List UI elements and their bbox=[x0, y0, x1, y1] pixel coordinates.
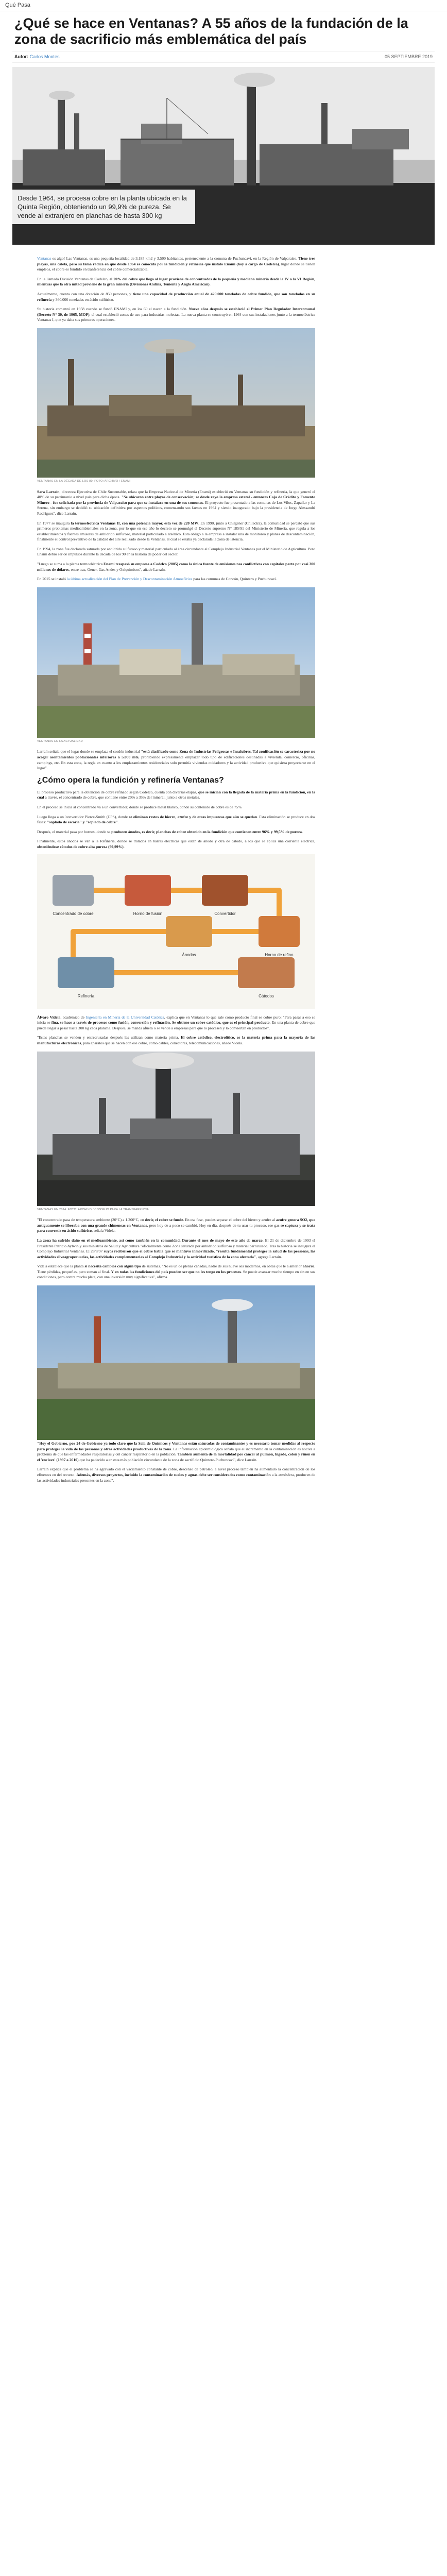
text-run: . En esa fase, puedes separar el cobre del hierro y azufre al bbox=[183, 1217, 277, 1223]
bold-run: Álvaro Videla bbox=[37, 1014, 61, 1020]
text-run: "El concentrado pasa de temperatura ambiente (20°C) a 1.200°C, en bbox=[37, 1217, 145, 1223]
text-run: . bbox=[302, 829, 303, 834]
bold-run: Además, diversos proyectos, incluido la contaminación de suelos y aguas debe ser considerados como contaminación bbox=[76, 1472, 271, 1478]
paragraph bbox=[37, 839, 315, 850]
bold-run: es necesario tomar medidas al respecto bbox=[249, 1441, 316, 1446]
process-diagram-illustration bbox=[37, 854, 315, 1009]
process-diagram bbox=[37, 854, 315, 1009]
article-column bbox=[12, 11, 435, 1483]
photo-2014 bbox=[37, 1052, 315, 1206]
bold-run: se eliminan restos de hierro, azufre y de otras impurezas que aún se quedan bbox=[129, 814, 257, 819]
paragraph bbox=[37, 562, 315, 572]
diagram-label: Horno de fusión bbox=[133, 911, 163, 916]
bold-run: tiene una capacidad de producción anual de 420.000 toneladas de cobre fundido, que son tonelados en su refinería bbox=[37, 291, 316, 302]
text-run: , explica que en Ventanas lo que sale como producto final es cobre puro: bbox=[164, 1014, 283, 1020]
text-run: En 2015 se instaló bbox=[37, 577, 67, 582]
bold-run: para proteger la vida de las personas y otras actividades productivas de la zona bbox=[37, 1446, 171, 1451]
paragraph bbox=[37, 577, 315, 582]
text-run: . El 21 de diciembre de 1993 el Presidente Patricio Aylwin y sus ministros de Salud y Agricultura bbox=[37, 1238, 315, 1248]
text-run: , directora Ejecutiva de Chile Sustentable, relata que la Empresa Nacional de Minería (Enami) estableció en Ventanas su fundición y refinería, la que generó el 40% de su patrimonio a nivel país para dicha época. bbox=[37, 489, 315, 500]
byline bbox=[12, 52, 435, 63]
bold-run: "está clasificado como Zona de Industrias Peligrosas e Insalubres. Tal zonificación se caracteriza por no acoger asentamientos poblacionales inferiores a 5.000 mts bbox=[37, 749, 316, 760]
text-run: de sistemas. "No es un de plenas cañadas, nadie de sus nueve ses modernos, en obras que le a anterior bbox=[141, 1264, 303, 1269]
bold-run: azufre genera SO2, que antiguamente se liberaba con una grande chimeneas en Ventanas bbox=[37, 1217, 315, 1228]
paragraph bbox=[37, 1441, 315, 1463]
text-run: En 1977 se inaugura bbox=[37, 520, 71, 526]
text-run: , señala Videla. bbox=[92, 1228, 116, 1233]
bold-run: si necesita cambios con algún tipo bbox=[84, 1264, 141, 1269]
hero-caption: Desde 1964, se procesa cobre en la planta ubicada en la Quinta Región, obteniendo un 99,9% de pureza. Se vende al extranjero en planchas de hasta 300 kg bbox=[12, 190, 195, 224]
article-title: ¿Qué se hace en Ventanas? A 55 años de la fundación de la zona de sacrificio más emblemática del país bbox=[14, 15, 408, 47]
bold-run: Tiene tres playas, una caleta, pero su fama radica en que desde 1964 es conocida por la fundición y refinería que instaló Enami (hoy a cargo de Codelco) bbox=[37, 256, 315, 266]
bold-run: ahorro bbox=[302, 1264, 315, 1269]
section-heading: ¿Cómo opera la fundición y refinería Ventanas? bbox=[37, 775, 224, 785]
paragraph bbox=[37, 1238, 315, 1260]
paragraph bbox=[37, 1217, 315, 1234]
text-run: . Se puede avanzar mucho tiempo en sin en sus condiciones, pero contra mucha plata, con una inversión muy significativa", afirma. bbox=[37, 1269, 315, 1280]
article-body bbox=[37, 256, 315, 1483]
text-run: El proceso productivo para la obtención de cobre refinado según Codelco, cuenta con diversas etapas, bbox=[37, 789, 198, 794]
inline-link[interactable]: Ventanas bbox=[37, 256, 51, 261]
author-line bbox=[14, 54, 60, 59]
bold-run: por 24 de Gobierno ya bbox=[69, 1441, 109, 1446]
paragraph bbox=[37, 749, 315, 771]
diagram-label: Horno de refino bbox=[265, 952, 294, 957]
photo-caption: VENTANAS EN LA DÉCADA DE LOS 80. FOTO: ARCHIVO / ENAMI bbox=[37, 479, 131, 483]
text-run: , agrega Larraín. bbox=[256, 1254, 282, 1259]
bold-run: obteniéndose cátodos de cobre alta pureza (99,99%) bbox=[37, 844, 124, 849]
text-run: . Esta eliminación se produce en dos fases: bbox=[37, 814, 315, 825]
bold-run: El cobre catódico, electrolítico, es la materia prima para la mayoría de las manufacturas electrónicas bbox=[37, 1035, 315, 1045]
text-run: "Para pasar a eso se inicia se bbox=[37, 1014, 315, 1025]
photo-current bbox=[37, 587, 315, 738]
author-label: Autor: bbox=[14, 54, 28, 59]
bold-run: Y en todas las fundiciones del país pueden ser que no les tengo en los procesos bbox=[111, 1269, 241, 1274]
text-run: En la llamada División Ventanas de Codelco, bbox=[37, 276, 110, 281]
text-run: , académico de bbox=[60, 1014, 86, 1020]
text-run: a través, el concentrado de cobre, que contiene entre 20% a 35% del mineral, junto a otros metales. bbox=[44, 795, 200, 800]
diagram-label: Ánodos bbox=[182, 952, 196, 957]
bold-run: decir, el cobre se funde bbox=[145, 1217, 183, 1223]
photo-current-illustration bbox=[37, 587, 315, 738]
paragraph: En el proceso se inicia al concentrado va a un convertidor, donde se produce metal blanco, donde su contenido de cobre es de 75%. bbox=[37, 805, 243, 809]
photo-2014-illustration bbox=[37, 1052, 315, 1206]
text-run: es algo! Las Ventanas, es una pequeña localidad de 3.185 km2 y 3.500 habitantes, perteneciente a la comuna de Puchuncaví, en la Región de Valparaíso. bbox=[51, 256, 299, 261]
photo-caption: VENTANAS EN 2014. FOTO: ARCHIVO / CONSEJO PARA LA TRANSPARENCIA bbox=[37, 1208, 149, 1211]
bold-run: se captura y se trata para convertir en ácido sulfúrico bbox=[37, 1223, 316, 1233]
bold-run: "Se ubicaron entre playas de conservación; se desde rayo la empresa estatal - entonces Caja de Crédito y Fomento Minero - fue solicitada por la provincia de Valparaíso para que se instalara en una de sus comunas bbox=[37, 495, 315, 505]
text-run: para las comunas de Concón, Quintero y Puchuncaví. bbox=[192, 577, 277, 582]
text-run: . bbox=[209, 282, 211, 287]
bold-run: que se inician con la llegada de la materia prima en la fundición, en la cual bbox=[37, 789, 315, 800]
photo-coast-illustration bbox=[37, 1285, 315, 1440]
text-run: de bbox=[245, 1238, 252, 1243]
diagram-label: Concentrado de cobre bbox=[53, 911, 94, 916]
diagram-label: Cátodos bbox=[259, 993, 274, 998]
text-run: , prohibiendo expresamente emplazar todo tipo de edificaciones destinadas a vivienda, comercio, oficinas, campings, etc. En esta zona, la regla en cuanto a los emplazamientos residenciales solo permitía viviendas cuidadores y la actividad productiva que quisiera proyectarse en el lugar". bbox=[37, 755, 315, 771]
site-top-bar bbox=[0, 0, 447, 11]
hero-image bbox=[12, 67, 435, 245]
paragraph bbox=[37, 829, 315, 835]
text-run: . Tiene pérdidas, pequeñas, pero suman al final. bbox=[37, 1264, 315, 1274]
bold-run: fina, se hace a través de procesos como fusión, conversión y refinación. Se obtiene un cobre catódico, que es el principal producto bbox=[51, 1020, 270, 1025]
text-run: . En 1990, junto a Chilgener (Chilectra), la comunidad se percató que sus primeros problemas medioambientales en la zona, por lo que en ese año lo decreto se promulgó el Decreto supremo N° 185/91 del Ministerio de Minería, que regula a los establecimientos y fuentes emisoras de anhídrido sulfuroso, material particulado a arsénico. Esta obligó a la empresa a instalar una de monitoreo y planes de descontaminación, finalmente el control preventivo de la calidad del aire realizado desde la Ventanas, el cual se estaba ya declarada la zona de latencia. bbox=[37, 520, 316, 542]
paragraph bbox=[37, 277, 315, 287]
bold-run: suyos recibieron que el cobre había que se mantuvo inmovilizado, "resulta fundamental proteger la salud de las personas, las actividades silvoagropecuarias, las actividades complementarias al Complejo Industrial y la actividad turística de la zona afectada" bbox=[37, 1249, 315, 1259]
diagram-label: Refinería bbox=[77, 993, 95, 998]
text-run: "Estas planchas se venden y entrecruzadas después las utilizan como materia prima. bbox=[37, 1035, 181, 1040]
bold-run: la termoeléctrica Ventanas II, con una potencia mayor, esta vez de 220 MW bbox=[71, 520, 199, 526]
bold-run: "soplado de escoria" y "soplado de cobre" bbox=[47, 820, 118, 825]
paragraph bbox=[37, 489, 315, 517]
text-run: y 360.000 toneladas en ácido sulfúrico. bbox=[51, 297, 114, 302]
text-run: , pero hoy de a poco se cambió. Hoy en día, después de tu usar tu proceso, ese gas bbox=[147, 1223, 281, 1228]
text-run: , entre tras, Gener, Gas Andes y Oxiquímicos", añade Larraín. bbox=[68, 567, 166, 572]
text-run: . En una planta de cobre que puede llegar a pesar hasta 300 kg cada plancha. Después, se manda afuera o se vende a empresas para que lo procesen y lo conviertan en productos". bbox=[37, 1020, 315, 1030]
author-name-link[interactable]: Carlos Montes bbox=[29, 54, 60, 59]
article-date: 05 SEPTIEMBRE 2019 bbox=[384, 54, 433, 59]
text-run: . bbox=[123, 844, 125, 849]
paragraph bbox=[37, 256, 315, 273]
bold-run: Enami traspasó su empresa a Codelco (2005) como la única fuente de emisiones nas conflictivos con capitales parte por casi 300 millones de dólares bbox=[37, 562, 316, 572]
paragraph bbox=[37, 1015, 315, 1031]
paragraph bbox=[37, 307, 315, 323]
photo-coast bbox=[37, 1285, 315, 1440]
bold-run: producen ánodos, es decir, planchas de cobre obtenido en la fundición que contienen entre 96% y 99,5% de pureza bbox=[111, 829, 302, 834]
paragraph bbox=[37, 521, 315, 543]
paragraph: En 1994, la zona fue declarada saturada por anhídrido sulfuroso y material particulado al área circundante al Complejo Industrial Ventanas por el Ministerio de Agricultura. Pero Enami debió ser de impulsos durante la década de los 90 en la historia de poder del sector. bbox=[37, 546, 315, 557]
text-run: Larraín explica que el problema se ha agravado con el vaciamiento constante de cobre, descenso de petróleo, a nivel proceso también ha aumentado la concentración de los efluentes en del recurso. bbox=[37, 1467, 315, 1478]
bold-run: todo claro bbox=[109, 1441, 126, 1446]
text-run: Videla establece que la planta bbox=[37, 1264, 85, 1269]
paragraph bbox=[37, 1467, 315, 1483]
bold-run: Durante el mes de mayo de este año bbox=[182, 1238, 246, 1243]
paragraph bbox=[37, 292, 315, 302]
text-run: . El proyecto fue presentado a las comunas de Los Vilos, Zapallar y La Serena, sin embargo se decidió su ubicación definitiva por aspectos políticos, comenzando sus faenas en 1964 y siendo inaugurado bajo la presidencia de Jorge Alessandri Rodríguez", dice Larraín. bbox=[37, 500, 316, 516]
text-run: . bbox=[118, 820, 119, 825]
text-run: . La información epidemiológica señala que el incremento en la contaminación es nociva a problema de que las enfermedades respiratorias y del cáncer respiratorio en la población. bbox=[37, 1446, 315, 1457]
text-run: Su historia comenzó en 1958 cuando se fundó ENAMI y, en los 60 el nacen a la fundición. bbox=[37, 307, 189, 312]
paragraph bbox=[37, 815, 315, 825]
bold-run: También aumenta de la mortalidad por cáncer al pulmón, hígado, colon y riñón en el 'enclave' (1997 a 2010) bbox=[37, 1452, 315, 1462]
text-run: , lugar donde se tienen empleos, el cobre es fundido en tranferencia del cobre comercializable. bbox=[37, 261, 315, 272]
inline-link[interactable]: la última actualización del Plan de Prevención y Descontaminación Atmosférica bbox=[66, 577, 193, 582]
text-run: Larraín señala que el lugar donde se emplaza el cordón industrial bbox=[37, 749, 141, 754]
bold-run: "Hoy el Gobierno, bbox=[37, 1441, 70, 1446]
paragraph bbox=[37, 790, 315, 801]
diagram-label: Convertidor bbox=[214, 911, 236, 916]
photo-1980s-illustration bbox=[37, 328, 315, 478]
paragraph bbox=[37, 1035, 315, 1046]
bold-run: La zona ha sufrido daño en el medioambiente, así como también en la comunidad. bbox=[37, 1238, 182, 1243]
text-run: Luego llega a un 'convertidor Pierce-Smith (CPS), donde bbox=[37, 814, 129, 819]
text-run: Actualmente, cuenta con una dotación de 850 personas, y bbox=[37, 291, 133, 296]
bold-run: Nueve años después se estableció el Primer Plan Regulador Intercomunal (Decreto N° 30, de 1965, MOP) bbox=[37, 307, 315, 317]
text-run: , para aparatos que se hacen con ese cobre, como cables, conectores, telecomunicaciones, añade Videla. bbox=[81, 1040, 243, 1045]
bold-run: que la Sala de Químicos y Ventanas están saturadas de contaminantes y bbox=[126, 1441, 250, 1446]
bold-run: marzo bbox=[252, 1238, 263, 1243]
text-run: "oficialmente como Zona saturada por anhídrido sulfuroso y material particulado. Tras la historia se inaugura el Complejo Industrial Ventanas. El 28/8/97 bbox=[37, 1243, 315, 1254]
paragraph bbox=[37, 1264, 315, 1280]
site-label[interactable]: Qué Pasa bbox=[5, 2, 30, 8]
text-run: Finalmente, estos ánodos se van a la Refinería, donde se tratados en barras eléctricas que están de ánodo y otra de cátodo, a los que se aplica una corriente eléctrica, bbox=[37, 839, 315, 844]
text-run: a la atmósfera, producen de las actividades industriales presentes en la zona". bbox=[37, 1472, 315, 1483]
bold-run: Sara Larraín bbox=[37, 489, 60, 494]
text-run: Después, el material pasa por hornos, donde se bbox=[37, 829, 112, 834]
inline-link[interactable]: Ingeniería en Minería de la Universidad Católica bbox=[85, 1014, 164, 1020]
text-run: , el cual estableció zonas de uso para industrias molestas. La nueva planta se construyó en 1964 con sus instalaciones junto a la termoeléctrica Ventanas I, que ya daba sus primeras operaciones. bbox=[37, 312, 315, 323]
text-run: "Luego se suma a la planta termoeléctrica bbox=[37, 562, 104, 567]
photo-1980s bbox=[37, 328, 315, 478]
bold-run: el 20% del cobre que llega al lugar proviene de concentrados de la pequeña y mediana minería desde la IV a la VI Región, mientras que la otra mitad proviene de la gran minería (Divisiones Andina, Teniente y Anglo American) bbox=[37, 276, 316, 287]
photo-caption: VENTANAS EN LA ACTUALIDAD bbox=[37, 739, 83, 743]
text-run: que ha padecido a en esta más población circundante de la zona de sacrificio Quintero-Puchuncaví", dice Larraín. bbox=[78, 1457, 257, 1462]
